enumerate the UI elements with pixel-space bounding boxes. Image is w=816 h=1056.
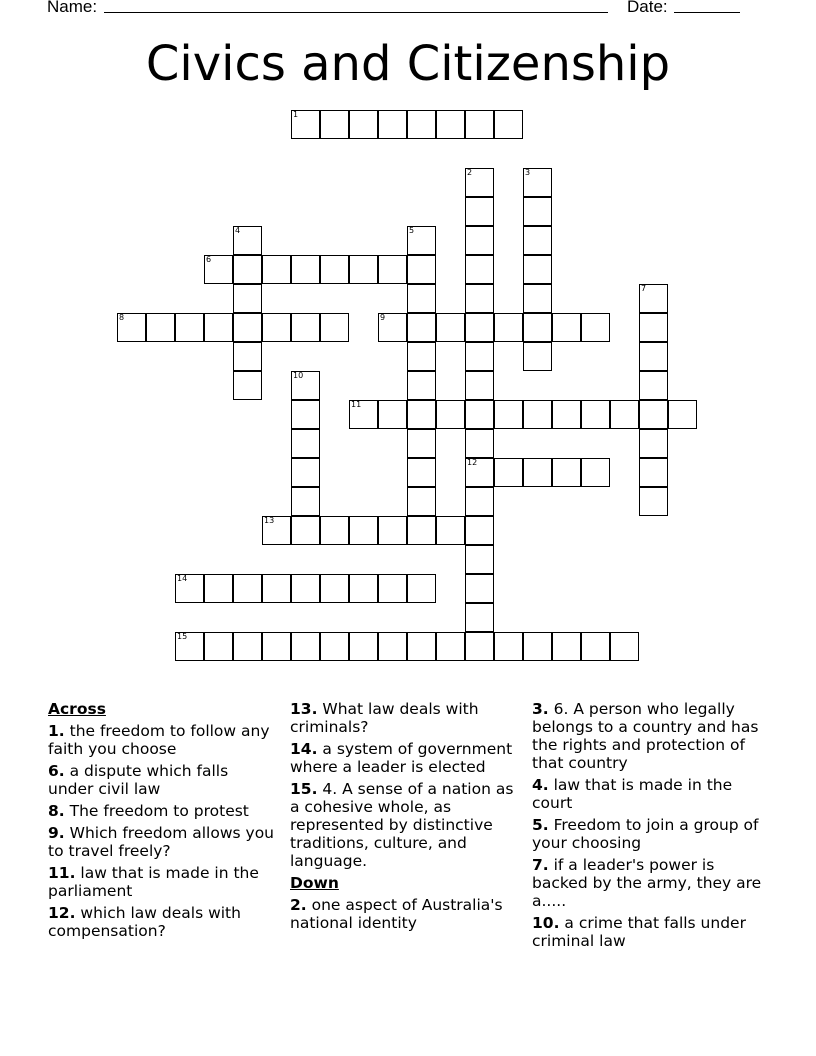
- clue-across-1: [48, 722, 278, 758]
- clue-text: What law deals with criminals?: [290, 700, 479, 736]
- crossword-cell[interactable]: [581, 458, 610, 487]
- crossword-cell[interactable]: [320, 255, 349, 284]
- crossword-cell[interactable]: [639, 313, 668, 342]
- crossword-cell[interactable]: [349, 574, 378, 603]
- crossword-cell[interactable]: [523, 197, 552, 226]
- crossword-cell[interactable]: [610, 400, 639, 429]
- crossword-cell[interactable]: [436, 632, 465, 661]
- clue-text: one aspect of Australia's national identity: [290, 896, 503, 932]
- crossword-cell[interactable]: [262, 574, 291, 603]
- crossword-cell[interactable]: [291, 400, 320, 429]
- crossword-cell[interactable]: [378, 574, 407, 603]
- clue-number: 7.: [532, 856, 549, 874]
- crossword-cell[interactable]: [639, 487, 668, 516]
- crossword-cell[interactable]: [320, 516, 349, 545]
- crossword-cell[interactable]: [233, 342, 262, 371]
- crossword-cell[interactable]: [378, 632, 407, 661]
- crossword-cell[interactable]: [320, 313, 349, 342]
- crossword-cell[interactable]: [262, 313, 291, 342]
- crossword-cell[interactable]: [465, 197, 494, 226]
- crossword-cell[interactable]: [233, 226, 262, 255]
- crossword-cell[interactable]: [465, 429, 494, 458]
- crossword-cell[interactable]: [494, 313, 523, 342]
- crossword-cell[interactable]: [175, 313, 204, 342]
- crossword-cell[interactable]: [581, 632, 610, 661]
- crossword-cell[interactable]: [349, 400, 378, 429]
- page-title: Civics and Citizenship: [145, 36, 671, 92]
- clue-text: Freedom to join a group of your choosing: [532, 816, 759, 852]
- crossword-cell[interactable]: [407, 342, 436, 371]
- cell-number: 12: [467, 458, 478, 467]
- crossword-cell[interactable]: [233, 632, 262, 661]
- clue-number: 6.: [48, 762, 65, 780]
- crossword-cell[interactable]: [494, 632, 523, 661]
- clue-across-13: [290, 700, 525, 736]
- clue-text: 6. A person who legally belongs to a country and has the rights and protection of that country: [532, 700, 759, 772]
- clue-text: 4. A sense of a nation as a cohesive whole, as represented by distinctive traditions, culture, and language.: [290, 780, 514, 870]
- crossword-cell[interactable]: [233, 574, 262, 603]
- cell-number: 7: [641, 284, 647, 293]
- crossword-cell[interactable]: [465, 458, 494, 487]
- clue-down-5: [532, 816, 762, 852]
- clue-text: a crime that falls under criminal law: [532, 914, 746, 950]
- crossword-cell[interactable]: [465, 603, 494, 632]
- crossword-cell[interactable]: [436, 313, 465, 342]
- clue-number: 3.: [532, 700, 549, 718]
- crossword-cell[interactable]: [523, 284, 552, 313]
- crossword-cell[interactable]: [465, 110, 494, 139]
- crossword-cell[interactable]: [523, 458, 552, 487]
- cell-number: 15: [177, 632, 188, 641]
- cell-number: 10: [293, 371, 304, 380]
- crossword-cell[interactable]: [465, 284, 494, 313]
- crossword-cell[interactable]: [407, 110, 436, 139]
- crossword-cell[interactable]: [378, 516, 407, 545]
- crossword-cell[interactable]: [465, 168, 494, 197]
- cell-number: 5: [409, 226, 415, 235]
- crossword-cell[interactable]: [378, 313, 407, 342]
- crossword-cell[interactable]: [233, 371, 262, 400]
- clue-number: 14.: [290, 740, 318, 758]
- cell-number: 4: [235, 226, 241, 235]
- crossword-cell[interactable]: [407, 429, 436, 458]
- clue-down-7: [532, 856, 762, 910]
- clue-number: 2.: [290, 896, 307, 914]
- crossword-cell[interactable]: [407, 284, 436, 313]
- crossword-cell[interactable]: [465, 516, 494, 545]
- crossword-cell[interactable]: [349, 516, 378, 545]
- clue-number: 1.: [48, 722, 65, 740]
- crossword-cell[interactable]: [465, 487, 494, 516]
- crossword-cell[interactable]: [407, 255, 436, 284]
- crossword-cell[interactable]: [407, 516, 436, 545]
- clue-text: law that is made in the parliament: [48, 864, 259, 900]
- crossword-cell[interactable]: [349, 255, 378, 284]
- crossword-cell[interactable]: [291, 255, 320, 284]
- clue-text: the freedom to follow any faith you choose: [48, 722, 270, 758]
- clue-number: 10.: [532, 914, 560, 932]
- crossword-cell[interactable]: [204, 574, 233, 603]
- crossword-cell[interactable]: [291, 429, 320, 458]
- down-heading: Down: [290, 874, 339, 892]
- crossword-cell[interactable]: [494, 400, 523, 429]
- crossword-cell[interactable]: [291, 110, 320, 139]
- crossword-cell[interactable]: [291, 632, 320, 661]
- crossword-cell[interactable]: [639, 284, 668, 313]
- crossword-cell[interactable]: [639, 458, 668, 487]
- clue-number: 5.: [532, 816, 549, 834]
- crossword-cell[interactable]: [552, 632, 581, 661]
- crossword-cell[interactable]: [523, 632, 552, 661]
- cell-number: 8: [119, 313, 125, 322]
- crossword-cell[interactable]: [378, 255, 407, 284]
- crossword-cell[interactable]: [436, 516, 465, 545]
- crossword-cell[interactable]: [639, 400, 668, 429]
- crossword-cell[interactable]: [233, 284, 262, 313]
- crossword-cell[interactable]: [407, 632, 436, 661]
- crossword-cell[interactable]: [320, 574, 349, 603]
- clue-down-3: [532, 700, 762, 772]
- crossword-cell[interactable]: [320, 632, 349, 661]
- crossword-cell[interactable]: [262, 255, 291, 284]
- crossword-cell[interactable]: [581, 313, 610, 342]
- crossword-cell[interactable]: [465, 226, 494, 255]
- crossword-cell[interactable]: [523, 400, 552, 429]
- clue-across-15: [290, 780, 525, 870]
- crossword-cell[interactable]: [523, 255, 552, 284]
- crossword-cell[interactable]: [523, 313, 552, 342]
- cell-number: 13: [264, 516, 275, 525]
- crossword-cell[interactable]: [436, 400, 465, 429]
- crossword-cell[interactable]: [378, 110, 407, 139]
- crossword-cell[interactable]: [465, 371, 494, 400]
- crossword-cell[interactable]: [523, 168, 552, 197]
- cell-number: 11: [351, 400, 362, 409]
- clue-down-2: [290, 896, 525, 932]
- clue-column-1: [48, 700, 278, 944]
- clue-number: 11.: [48, 864, 76, 882]
- crossword-cell[interactable]: [175, 632, 204, 661]
- clue-across-14: [290, 740, 525, 776]
- crossword-cell[interactable]: [465, 342, 494, 371]
- crossword-cell[interactable]: [407, 371, 436, 400]
- crossword-cell[interactable]: [581, 400, 610, 429]
- clue-across-8: [48, 802, 278, 820]
- clue-text: law that is made in the court: [532, 776, 733, 812]
- crossword-cell[interactable]: [320, 110, 349, 139]
- crossword-cell[interactable]: [407, 226, 436, 255]
- clue-column-3: [532, 700, 762, 954]
- crossword-cell[interactable]: [639, 371, 668, 400]
- crossword-cell[interactable]: [407, 487, 436, 516]
- crossword-cell[interactable]: [494, 458, 523, 487]
- clue-text: The freedom to protest: [64, 802, 249, 820]
- crossword-cell[interactable]: [204, 632, 233, 661]
- crossword-cell[interactable]: [378, 400, 407, 429]
- clue-number: 12.: [48, 904, 76, 922]
- crossword-cell[interactable]: [291, 458, 320, 487]
- clue-number: 13.: [290, 700, 318, 718]
- clue-text: Which freedom allows you to travel freely?: [48, 824, 275, 860]
- crossword-cell[interactable]: [175, 574, 204, 603]
- clue-number: 4.: [532, 776, 549, 794]
- crossword-cell[interactable]: [465, 313, 494, 342]
- crossword-cell[interactable]: [639, 429, 668, 458]
- crossword-cell[interactable]: [204, 313, 233, 342]
- crossword-cell[interactable]: [204, 255, 233, 284]
- crossword-cell[interactable]: [262, 632, 291, 661]
- clue-across-11: [48, 864, 278, 900]
- cell-number: 1: [293, 110, 299, 119]
- clue-text: a system of government where a leader is elected: [290, 740, 513, 776]
- crossword-cell[interactable]: [552, 313, 581, 342]
- clue-down-10: [532, 914, 762, 950]
- clue-column-2: [290, 700, 525, 936]
- clue-across-12: [48, 904, 278, 940]
- name-label: Name:: [47, 0, 98, 16]
- clue-across-9: [48, 824, 278, 860]
- cell-number: 14: [177, 574, 188, 583]
- clue-across-6: [48, 762, 278, 798]
- clue-number: 9.: [48, 824, 65, 842]
- crossword-cell[interactable]: [407, 574, 436, 603]
- crossword-cell[interactable]: [465, 574, 494, 603]
- crossword-cell[interactable]: [407, 400, 436, 429]
- crossword-cell[interactable]: [146, 313, 175, 342]
- crossword-cell[interactable]: [407, 313, 436, 342]
- crossword-cell[interactable]: [465, 255, 494, 284]
- clue-number: 15.: [290, 780, 318, 798]
- crossword-cell[interactable]: [291, 516, 320, 545]
- crossword-cell[interactable]: [639, 342, 668, 371]
- clue-number: 8.: [48, 802, 65, 820]
- crossword-cell[interactable]: [523, 342, 552, 371]
- clue-text: if a leader's power is backed by the army, they are a.....: [532, 856, 762, 910]
- crossword-cell[interactable]: [523, 226, 552, 255]
- crossword-cell[interactable]: [291, 574, 320, 603]
- crossword-cell[interactable]: [465, 545, 494, 574]
- crossword-cell[interactable]: [436, 110, 465, 139]
- crossword-cell[interactable]: [117, 313, 146, 342]
- crossword-cell[interactable]: [407, 458, 436, 487]
- across-heading: Across: [48, 700, 106, 718]
- clue-text: which law deals with compensation?: [48, 904, 241, 940]
- crossword-cell[interactable]: [552, 400, 581, 429]
- crossword-cell[interactable]: [610, 632, 639, 661]
- crossword-cell[interactable]: [233, 255, 262, 284]
- date-label: Date:: [627, 0, 668, 16]
- cell-number: 6: [206, 255, 212, 264]
- cell-number: 9: [380, 313, 386, 322]
- crossword-cell[interactable]: [291, 313, 320, 342]
- crossword-cell[interactable]: [233, 313, 262, 342]
- cell-number: 3: [525, 168, 531, 177]
- cell-number: 2: [467, 168, 473, 177]
- crossword-cell[interactable]: [349, 632, 378, 661]
- clue-down-4: [532, 776, 762, 812]
- crossword-cell[interactable]: [668, 400, 697, 429]
- crossword-cell[interactable]: [494, 110, 523, 139]
- crossword-cell[interactable]: [349, 110, 378, 139]
- clue-text: a dispute which falls under civil law: [48, 762, 229, 798]
- crossword-cell[interactable]: [291, 487, 320, 516]
- crossword-cell[interactable]: [262, 516, 291, 545]
- crossword-cell[interactable]: [552, 458, 581, 487]
- crossword-cell[interactable]: [291, 371, 320, 400]
- crossword-cell[interactable]: [465, 632, 494, 661]
- crossword-cell[interactable]: [465, 400, 494, 429]
